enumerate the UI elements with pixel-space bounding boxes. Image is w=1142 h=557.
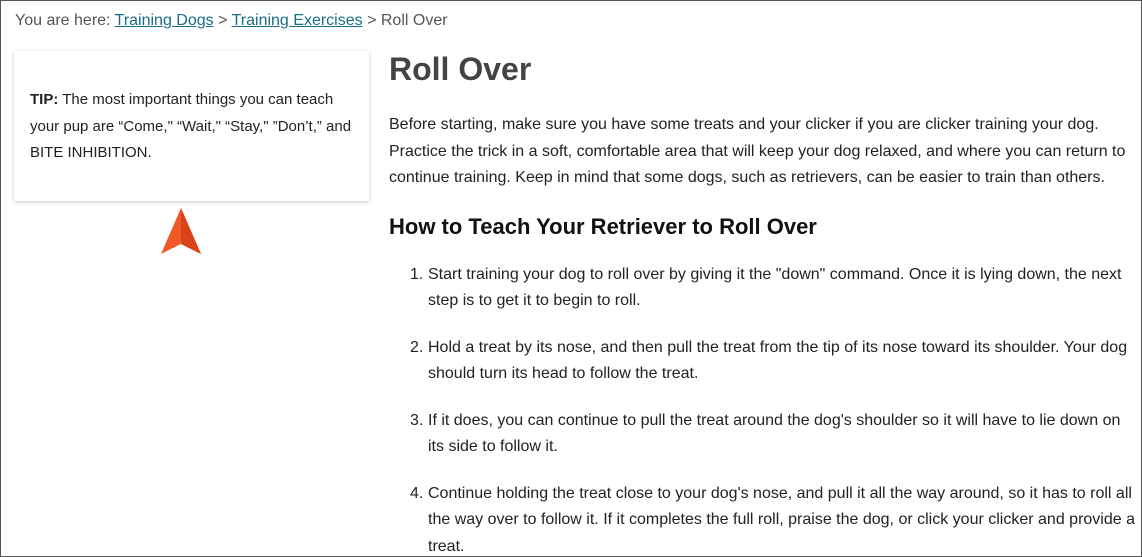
page-title: Roll Over	[389, 51, 532, 87]
breadcrumb-current: Roll Over	[380, 12, 448, 29]
steps-list	[389, 262, 1137, 557]
step-text: If it does, you can continue to pull the treat around the dog's shoulder so it will have to lie down on its side to follow it.	[428, 411, 1121, 455]
step-text: Continue holding the treat close to your dog's nose, and pull it all the way around, so it has to roll all the way over to follow it. If it completes the full roll, praise the dog, or click your clicker and provide a treat.	[428, 484, 1135, 555]
main-content	[389, 49, 1137, 557]
step-number: 2.	[410, 338, 424, 356]
intro-paragraph: Before starting, make sure you have some treats and your clicker if you are clicker training your dog. Practice the trick in a soft, comfortable area that will keep your dog relaxed, and where you can return to continue training. Keep in mind that some dogs, such as retrievers, can be easier to train than others.	[389, 116, 1126, 186]
breadcrumb-link-training-exercises[interactable]: Training Exercises	[231, 12, 363, 29]
tip-box	[14, 51, 369, 201]
breadcrumb-prefix: You are here:	[15, 12, 111, 29]
list-item	[389, 481, 1137, 557]
arrow-pointer-shade	[181, 208, 201, 254]
list-item	[389, 262, 1137, 315]
step-number: 3.	[410, 411, 424, 429]
list-item	[389, 408, 1137, 461]
arrow-pointer-icon	[159, 206, 203, 258]
breadcrumb-separator: >	[218, 12, 228, 29]
breadcrumb-separator: >	[367, 12, 377, 29]
section-title: How to Teach Your Retriever to Roll Over	[389, 213, 817, 239]
tip-label: TIP:	[30, 91, 59, 108]
tip-text: The most important things you can teach your pup are “Come," “Wait," “Stay," ”Don’t,” and BITE INHIBITION.	[30, 91, 352, 161]
step-number: 4.	[410, 484, 424, 502]
list-item	[389, 335, 1137, 388]
breadcrumb	[15, 12, 448, 30]
breadcrumb-link-training-dogs[interactable]: Training Dogs	[114, 12, 214, 29]
step-text: Hold a treat by its nose, and then pull the treat from the tip of its nose toward its shoulder. Your dog should turn its head to follow the treat.	[428, 338, 1128, 382]
step-number: 1.	[410, 265, 424, 283]
step-text: Start training your dog to roll over by giving it the "down" command. Once it is lying down, the next step is to get it to begin to roll.	[428, 265, 1122, 309]
